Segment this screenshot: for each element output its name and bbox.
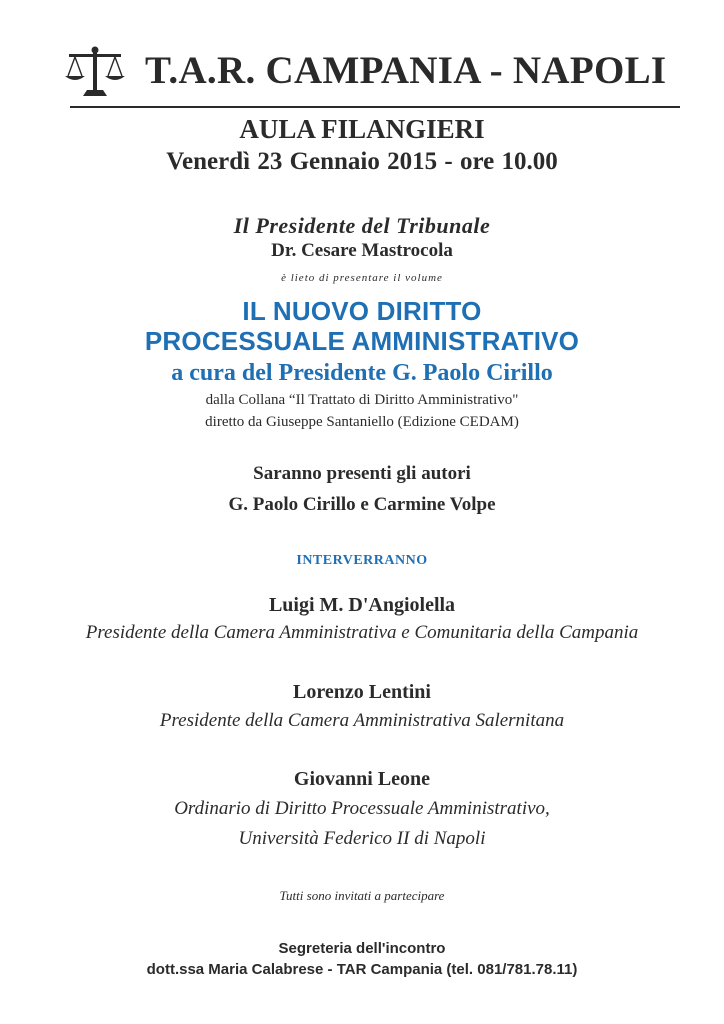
speaker-role: Presidente della Camera Amministrativa e Comunitaria della Campania <box>85 622 639 643</box>
book-directed-by: diretto da Giuseppe Santaniello (Edizione CEDAM) <box>205 414 519 430</box>
speaker-role: Ordinario di Diritto Processuale Amministrativo, <box>174 798 550 819</box>
authors-intro: Saranno presenti gli autori <box>253 463 471 484</box>
scales-of-justice-icon <box>63 46 127 98</box>
book-title-line2: PROCESSUALE AMMINISTRATIVO <box>144 326 580 356</box>
header <box>55 40 677 104</box>
invitation-note: Tutti sono invitati a partecipare <box>279 888 445 903</box>
speakers-heading: INTERVERRANNO <box>296 553 428 568</box>
event-date: Venerdì 23 Gennaio 2015 - ore 10.00 <box>166 148 558 175</box>
authors-names: G. Paolo Cirillo e Carmine Volpe <box>228 494 496 515</box>
speaker-name: Lorenzo Lentini <box>293 681 431 703</box>
host-name: Dr. Cesare Mastrocola <box>271 240 453 261</box>
event-venue: AULA FILANGIERI <box>239 114 485 144</box>
book-editor: a cura del Presidente G. Paolo Cirillo <box>171 360 553 386</box>
book-series: dalla Collana “Il Trattato di Diritto Amministrativo" <box>205 392 519 408</box>
speaker-name: Giovanni Leone <box>293 768 431 790</box>
speaker-name: Luigi M. D'Angiolella <box>268 594 456 616</box>
page-title: T.A.R. CAMPANIA - NAPOLI <box>145 49 667 92</box>
header-divider <box>70 106 680 108</box>
host-role: Il Presidente del Tribunale <box>233 213 491 238</box>
secretariat-label: Segreteria dell'incontro <box>278 940 446 957</box>
book-title-line1: IL NUOVO DIRITTO <box>242 296 482 326</box>
secretariat-contact: dott.ssa Maria Calabrese - TAR Campania (tel. 081/781.78.11) <box>146 961 578 978</box>
speaker-role: Università Federico II di Napoli <box>238 828 486 849</box>
speaker-role: Presidente della Camera Amministrativa Salernitana <box>159 710 565 731</box>
host-announcement: è lieto di presentare il volume <box>281 272 443 284</box>
